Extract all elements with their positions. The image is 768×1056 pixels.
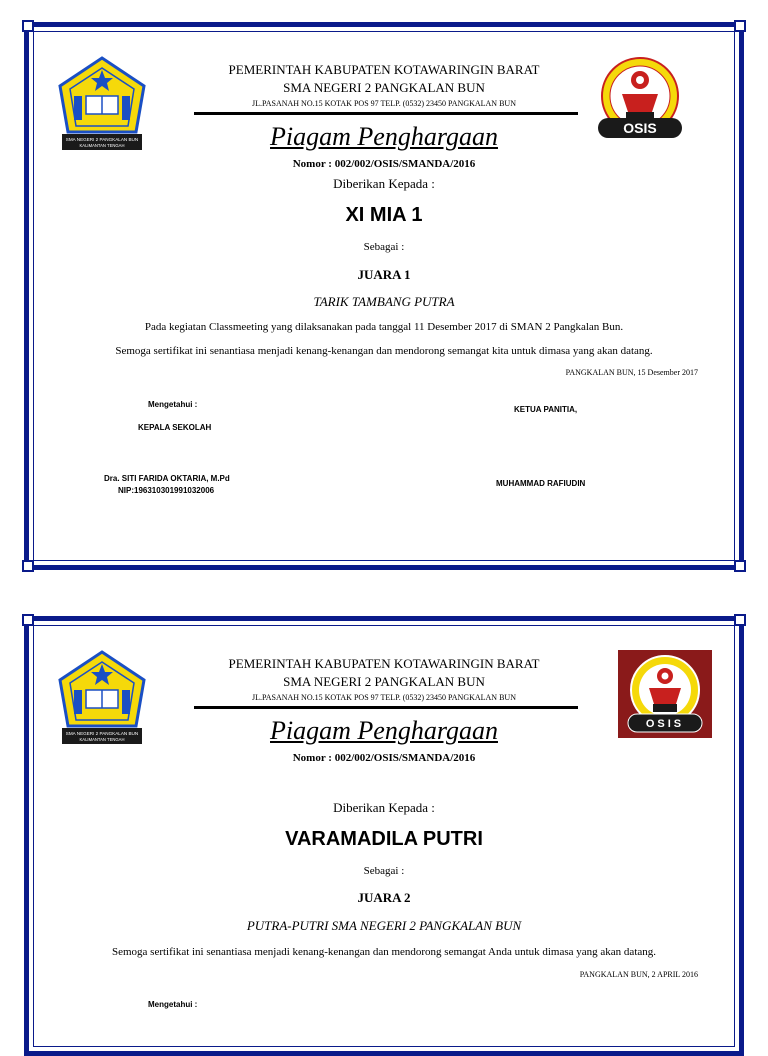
svg-text:KALIMANTAN TENGAH: KALIMANTAN TENGAH [79, 737, 125, 742]
svg-text:OSIS: OSIS [645, 718, 685, 730]
corner-ornament [734, 560, 746, 572]
corner-ornament [734, 20, 746, 32]
corner-ornament [22, 614, 34, 626]
svg-text:KALIMANTAN TENGAH: KALIMANTAN TENGAH [79, 143, 125, 148]
svg-text:SMA NEGERI 2 PANGKALAN BUN: SMA NEGERI 2 PANGKALAN BUN [65, 137, 139, 142]
svg-text:SMA NEGERI 2 PANGKALAN BUN: SMA NEGERI 2 PANGKALAN BUN [65, 731, 139, 736]
committee-chair-name: MUHAMMAD RAFIUDIN [496, 479, 586, 488]
acknowledged-label: Mengetahui : [148, 1000, 198, 1009]
recipient-name: VARAMADILA PUTRI [285, 828, 483, 850]
principal-name: Dra. SITI FARIDA OKTARIA, M.Pd [104, 474, 230, 483]
as-label: Sebagai : [363, 865, 405, 877]
corner-ornament [22, 20, 34, 32]
committee-chair-title: KETUA PANITIA, [514, 405, 578, 414]
header-address: JL.PASANAH NO.15 KOTAK POS 97 TELP. (0532) 23450 PANGKALAN BUN [252, 99, 516, 108]
certificate-2 [24, 616, 744, 1056]
paragraph-wish: Semoga sertifikat ini senantiasa menjadi kenang-kenangan dan mendorong semangat kita untuk dimasa yang akan datang. [115, 345, 653, 357]
given-to-label: Diberikan Kepada : [333, 176, 435, 191]
header-school: SMA NEGERI 2 PANGKALAN BUN [283, 674, 485, 689]
certificate-1 [24, 22, 744, 570]
paragraph-wish: Semoga sertifikat ini senantiasa menjadi kenang-kenangan dan mendorong semangat Anda untuk dimasa yang akan datang. [111, 946, 657, 958]
award-title: JUARA 2 [357, 890, 411, 905]
svg-text:OSIS: OSIS [623, 120, 657, 136]
corner-ornament [22, 560, 34, 572]
paragraph-activity: Pada kegiatan Classmeeting yang dilaksanakan pada tanggal 11 Desember 2017 di SMAN 2 Pangkalan Bun. [144, 321, 624, 333]
event-name: PUTRA-PUTRI SMA NEGERI 2 PANGKALAN BUN [246, 918, 522, 933]
award-title: JUARA 1 [357, 267, 411, 282]
place-date: PANGKALAN BUN, 2 APRIL 2016 [579, 970, 698, 979]
as-label: Sebagai : [363, 241, 405, 253]
event-name: TARIK TAMBANG PUTRA [313, 294, 455, 309]
certificate-title: Piagam Penghargaan [270, 716, 498, 745]
certificate-number: Nomor : 002/002/OSIS/SMANDA/2016 [292, 158, 476, 170]
header-government: PEMERINTAH KABUPATEN KOTAWARINGIN BARAT [228, 656, 540, 671]
recipient-name: XI MIA 1 [345, 204, 423, 226]
header-rule [194, 112, 578, 115]
certificate-number: Nomor : 002/002/OSIS/SMANDA/2016 [292, 752, 476, 764]
header-address: JL.PASANAH NO.15 KOTAK POS 97 TELP. (0532) 23450 PANGKALAN BUN [252, 693, 516, 702]
certificate-title: Piagam Penghargaan [270, 122, 498, 151]
place-date: PANGKALAN BUN, 15 Desember 2017 [565, 368, 698, 377]
given-to-label: Diberikan Kepada : [333, 800, 435, 815]
corner-ornament [734, 614, 746, 626]
header-government: PEMERINTAH KABUPATEN KOTAWARINGIN BARAT [228, 62, 540, 77]
principal-nip: NIP:196310301991032006 [118, 486, 215, 495]
header-school: SMA NEGERI 2 PANGKALAN BUN [283, 80, 485, 95]
principal-title: KEPALA SEKOLAH [138, 423, 212, 432]
header-rule [194, 706, 578, 709]
acknowledged-label: Mengetahui : [148, 400, 198, 409]
